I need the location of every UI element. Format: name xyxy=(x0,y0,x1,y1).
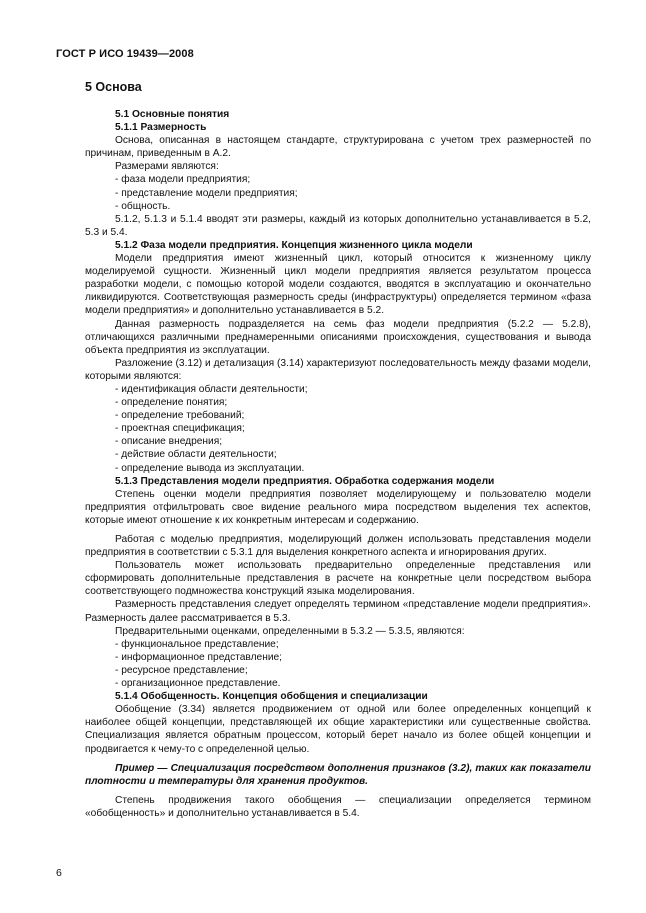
paragraph: Основа, описанная в настоящем стандарте, структурирована с учетом трех размерностей по причинам, приведенным в А.2. xyxy=(85,135,591,160)
section-heading: 5.1.1 Размерность xyxy=(115,122,207,134)
list-item: - определение требований; xyxy=(115,410,245,422)
section-heading: 5.1.3 Представления модели предприятия. Обработка содержания модели xyxy=(115,475,495,487)
section-heading: 5.1.4 Обобщенность. Концепция обобщения и специализации xyxy=(115,691,428,703)
paragraph: Данная размерность подразделяется на семь фаз модели предприятия (5.2.2 — 5.2.8), отличающихся различными преднамеренными описаниями происхождения, существования и вывода объекта предприятия из эксплуатации. xyxy=(85,318,591,356)
list-item: - описание внедрения; xyxy=(115,436,223,448)
list-item: - действие области деятельности; xyxy=(115,449,277,461)
list-item: - проектная спецификация; xyxy=(115,423,245,435)
paragraph: Степень продвижения такого обобщения — специализации определяется термином «обобщенность» и дополнительно устанавливается в 5.4. xyxy=(85,794,591,819)
paragraph: Обобщение (3.34) является продвижением от одной или более определенных концепций к наиболее общей концепции, представляющей их общие характеристики или существенные свойства. Специализация является обратным процессом, который берет начало из более общей концепции и продвигается к чему-то с определенной целью. xyxy=(85,704,591,755)
list-item: - определение понятия; xyxy=(115,397,228,409)
paragraph: Предварительными оценками, определенными в 5.3.2 — 5.3.5, являются: xyxy=(115,625,465,637)
running-header: ГОСТ Р ИСО 19439—2008 xyxy=(56,48,194,60)
list-item: - ресурсное представление; xyxy=(115,664,248,676)
section-title: 5 Основа xyxy=(85,80,142,94)
list-item: - представление модели предприятия; xyxy=(115,187,298,199)
list-item: - общность. xyxy=(115,200,171,212)
section-heading: 5.1 Основные понятия xyxy=(115,109,230,120)
list-item: - организационное представление. xyxy=(115,678,281,690)
paragraph: Модели предприятия имеют жизненный цикл, который относится к жизненному циклу моделируемой сущности. Жизненный цикл модели предприятия является результатом процесса разработки модели, с помощью которой модели создаются, вводятся в эксплуатацию и окончательно ликвидируются. Соответствующая размерность среды (инфраструктуры) определяется термином «фаза модели предприятия» и дополнительно устанавливается в 5.2. xyxy=(85,253,591,317)
list-item: - фаза модели предприятия; xyxy=(115,174,251,186)
list-item: - идентификация области деятельности; xyxy=(115,383,308,395)
section-heading: 5.1.2 Фаза модели предприятия. Концепция жизненного цикла модели xyxy=(115,239,473,251)
paragraph: Размерами являются: xyxy=(115,161,219,173)
paragraph: Пользователь может использовать предварительно определенные представления или сформировать дополнительные представления в расчете на конкретные цели посредством выбора соответствующего подмножества конструкций языка моделирования. xyxy=(85,560,591,598)
page-number: 6 xyxy=(56,867,62,879)
paragraph: Степень оценки модели предприятия позволяет моделирующему и пользователю модели предприятия отфильтровать свое видение реального мира посредством выделения тех аспектов, которые имеют отношение к их конкретным интересам и содержанию. xyxy=(85,488,591,526)
paragraph: Разложение (3.12) и детализация (3.14) характеризуют последовательность между фазами модели, которыми являются: xyxy=(85,357,591,382)
list-item: - информационное представление; xyxy=(115,651,283,663)
paragraph: Размерность представления следует определять термином «представление модели предприятия». Размерность далее рассматривается в 5.3. xyxy=(85,599,591,624)
example-note: Пример — Специализация посредством дополнения признаков (3.2), таких как показатели плотности и температуры для хранения продуктов. xyxy=(85,762,591,787)
paragraph: Работая с моделью предприятия, моделирующий должен использовать представления модели предприятия в соответствии с 5.3.1 для выделения конкретного аспекта и игнорирования других. xyxy=(85,534,591,559)
list-item: - функциональное представление; xyxy=(115,638,279,650)
list-item: - определение вывода из эксплуатации. xyxy=(115,462,305,474)
paragraph: 5.1.2, 5.1.3 и 5.1.4 вводят эти размеры, каждый из которых дополнительно устанавливается в 5.2, 5.3 и 5.4. xyxy=(85,213,591,238)
body-text xyxy=(85,108,591,820)
